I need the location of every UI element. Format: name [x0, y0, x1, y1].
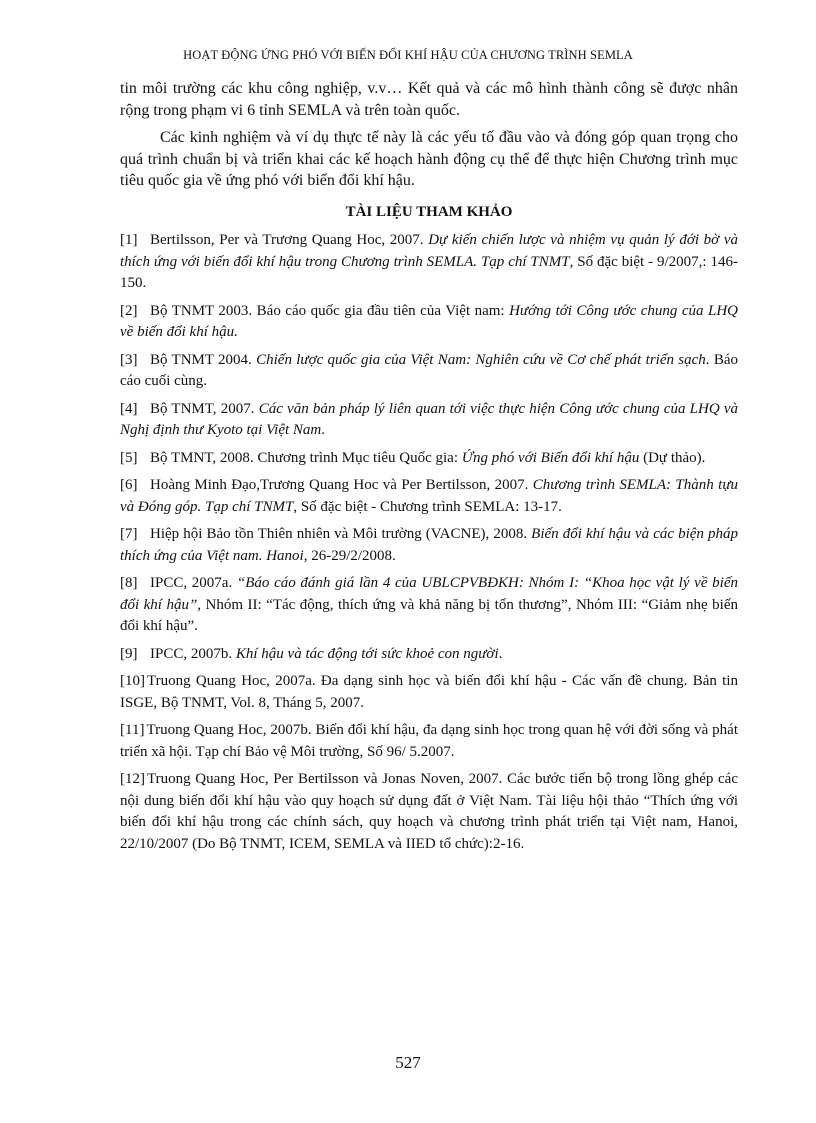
reference-number: [6] [120, 477, 138, 493]
reference-number: [8] [120, 575, 138, 591]
reference-item [120, 475, 738, 518]
reference-item [120, 448, 738, 470]
reference-text: . [498, 645, 503, 662]
reference-item [120, 769, 738, 855]
body-paragraph: tin môi trường các khu công nghiệp, v.v… Kết quả và các mô hình thành công sẽ được nhân rộng trong phạm vi 6 tỉnh SEMLA và trên toàn quốc. [120, 80, 738, 119]
reference-text: , 26-29/2/2008. [303, 547, 396, 564]
reference-text: Bertilsson, Per và Trương Quang Hoc, 2007. [150, 232, 429, 248]
reference-title: Các văn bản pháp lý liên quan tới việc thực hiện Công ước chung của LHQ và Nghị định thư Kyoto tại Việt Nam [120, 400, 738, 438]
page-number: 527 [395, 1053, 421, 1072]
reference-text: Truong Quang Hoc, Per Bertilsson và Jonas Noven, 2007. Các bước tiến bộ trong lồng ghép các nội dung biến đổi khí hậu vào quy hoạch sử dụng đất ở Việt Nam. Tài liệu hội thảo “Thích ứng với biến đổi khí hậu trong các chính sách, quy hoạch và chương trình phát triển tại Việt nam, Hanoi, 22/10/2007 (Do Bộ TNMT, ICEM, SEMLA và IIED tổ chức):2-16. [120, 771, 738, 852]
reference-text: (Dự thảo). [639, 449, 706, 466]
reference-number: [7] [120, 526, 138, 542]
running-header: HOẠT ĐỘNG ỨNG PHÓ VỚI BIẾN ĐỔI KHÍ HẬU CỦA CHƯƠNG TRÌNH SEMLA [183, 48, 633, 62]
reference-number: [9] [120, 645, 138, 662]
reference-number: [12] [120, 771, 145, 787]
reference-title: Chương trình SEMLA: Thành tựu và Đóng góp. Tạp chí TNMT [120, 477, 738, 515]
reference-title: Ứng phó với Biến đổi khí hậu [461, 449, 640, 466]
reference-title: Biến đổi khí hậu và các biện pháp thích ứng của Việt nam. Hanoi [120, 526, 738, 564]
reference-item [120, 524, 738, 567]
reference-text: . [321, 422, 325, 438]
reference-number: [10] [120, 673, 145, 689]
reference-number: [2] [120, 302, 138, 319]
reference-number: [5] [120, 449, 138, 466]
reference-item [120, 230, 738, 295]
references-heading: TÀI LIỆU THAM KHẢO [345, 203, 513, 220]
reference-item [120, 573, 738, 638]
reference-item [120, 644, 738, 666]
reference-text: Truong Quang Hoc, 2007b. Biến đổi khí hậu, đa dạng sinh học trong quan hệ với đời sống và phát triển xã hội. Tạp chí Bảo vệ Môi trường, Số 96/ 5.2007. [120, 722, 738, 760]
reference-item [120, 350, 738, 393]
reference-item [120, 671, 738, 714]
reference-text: Truong Quang Hoc, 2007a. Đa dạng sinh học và biến đổi khí hậu - Các vấn đề chung. Bản tin ISGE, Bộ TNMT, Vol. 8, Tháng 5, 2007. [120, 673, 738, 711]
reference-text: , Số đặc biệt - 9/2007,: 146-150. [120, 253, 738, 291]
reference-text: Bộ TMNT, 2008. Chương trình Mục tiêu Quốc gia: [150, 449, 462, 466]
reference-number: [3] [120, 351, 138, 368]
reference-text: Bộ TNMT 2004. [150, 351, 257, 368]
reference-text: IPCC, 2007a. [150, 575, 237, 591]
reference-text: Hiệp hội Bảo tồn Thiên nhiên và Môi trường (VACNE), 2008. [150, 526, 532, 542]
reference-item [120, 399, 738, 442]
reference-text: , Số đặc biệt - Chương trình SEMLA: 13-17. [293, 498, 562, 515]
reference-list [120, 230, 738, 855]
body-paragraph: Các kinh nghiệm và ví dụ thực tế này là các yếu tố đầu vào và đóng góp quan trọng cho quá trình chuẩn bị và triển khai các kế hoạch hành động cụ thể để thực hiện Chương trình mục tiêu quốc gia về ứng phó với biến đổi khí hậu. [120, 129, 738, 189]
reference-text: Bộ TNMT 2003. Báo cáo quốc gia đầu tiên của Việt nam: [150, 302, 510, 319]
reference-text: Bộ TNMT, 2007. [150, 400, 259, 417]
reference-number: [4] [120, 400, 138, 417]
reference-text: IPCC, 2007b. [150, 645, 236, 662]
reference-item [120, 720, 738, 763]
reference-item [120, 301, 738, 344]
reference-title: Dự kiến chiến lược và nhiệm vụ quản lý đới bờ và thích ứng với biến đổi khí hậu trong Chương trình SEMLA. Tạp chí TNMT [120, 232, 738, 270]
reference-text: Nhóm II: “Tác động, thích ứng và khả năng bị tổn thương”, Nhóm III: “Giảm nhẹ biến đổi khí hậu”. [120, 596, 738, 634]
reference-title: Chiến lược quốc gia của Việt Nam: Nghiên cứu về Cơ chế phát triển sạch [256, 351, 706, 368]
reference-number: [11] [120, 722, 145, 738]
reference-text: . Báo cáo cuối cùng. [120, 351, 738, 389]
reference-title: Hướng tới Công ước chung của LHQ về biến đổi khí hậu. [120, 302, 739, 340]
reference-title: Khí hậu và tác động tới sức khoẻ con người [235, 645, 499, 662]
page-content [120, 78, 738, 861]
reference-title: “Báo cáo đánh giá lần 4 của UBLCPVBĐKH: Nhóm I: “Khoa học vật lý về biến đổi khí hậu”, [120, 575, 738, 613]
reference-number: [1] [120, 232, 138, 248]
reference-text: Hoàng Minh Đạo,Trương Quang Hoc và Per Bertilsson, 2007. [150, 477, 533, 493]
